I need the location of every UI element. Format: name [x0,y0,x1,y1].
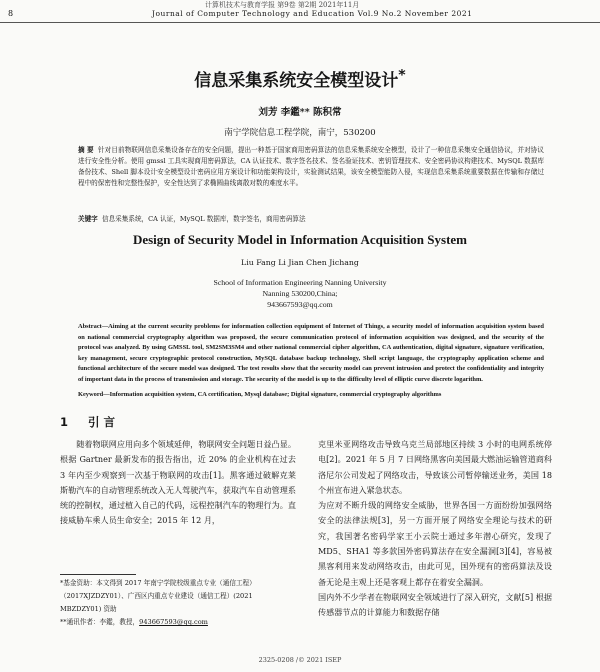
contact-footnote [60,616,296,629]
english-abstract-text: Aiming at the current security problems for information collection equipment of Internet of Things, a security model of information acquisition system based on national commercial cryptography algorithm was proposed, the secure communication protocol of information acquisition was designed, and the security of the protocol was analyzed. By using GMSSL tool, SM2SM3SM4 and other national commercial cipher algorithm, CA authentication, digital signature, signature verification, key management, secure cryptographic protocol construction, MySQL database backup technology, Shell script language, the cryptography application scheme and functional architecture of the secure model was designed. The test results show that the security model can prevent intrusion and protect the confidentiality and integrity of important data in the process of transmission and storage. The security of the model is up to the difficulty level of elliptic curve discrete logarithm. [78,323,544,383]
chinese-keywords-text: 信息采集系统，CA 认证，MySQL 数据库，数字签名，商用密码算法 [101,215,306,223]
affiliation-line: School of Information Engineering Nanning University [213,278,387,287]
english-keywords-text: Information acquisition system, CA certification, Mysql database; Digital signature, commercial cryptography algorithms [109,391,442,398]
english-keywords [78,390,544,401]
contact-label: **通讯作者：李鑑，教授， [60,618,140,626]
english-keywords-label: Keyword— [78,391,110,398]
affiliation-line: Nanning 530200,China; [262,289,338,298]
section-number: 1 [60,415,69,429]
footnote-rule [60,574,136,575]
footnotes [60,577,296,629]
chinese-abstract-text: 针对目前物联网信息采集设备存在的安全问题，提出一种基于国家商用密码算法的信息采集系统安全模型，设计了一种信息采集安全通信协议，并对协议进行安全性分析。使用 gmssl 工具实现商用密码算法，CA 认证技术、数字签名技术、签名验证技术、密钥管理技术、安全密码协议构建技术、MySQL 数据库备份技术、Shell 脚本设计安全模型设计密码应用方案设计和功能架构设计，实验测试结果，该安全模型能防入侵，实现信息采集系统重要数据在传输和存储过程中的保密性和完整性保护，安全性达到了求椭圆曲线离散对数的难度水平。 [78,146,545,187]
chinese-title-text: 信息采集系统安全模型设计 [194,71,399,91]
english-affiliation [0,277,600,310]
page-number: 8 [8,9,14,18]
page-footer: 2325-0208 /© 2021 ISEP [258,656,342,664]
chinese-keywords [78,214,544,225]
english-abstract [78,322,544,385]
chinese-abstract-label: 摘 要 [78,146,94,154]
chinese-authors: 刘芳 李鑑** 陈积常 [258,107,342,118]
affiliation-email: 943667593@qq.com [267,300,333,309]
body-right-column: 克里米亚网络攻击导致乌克兰局部地区持续 3 小时的电网系统停电[2]。2021 年 5 月 7 日网络黑客向美国最大燃油运输管道商科洛尼尔公司发起了网络攻击，导致该公司暂停输送业务，美国 18 个州宣布进入紧急状态。 为应对不断升级的网络安全威胁，世界各国一方面纷纷加强网络安全的法律法规[3]，另一方面开展了网络安全理论与技术的研究，我国著名密码学家王小云院士通过多年潜心研究，发现了 MD5、SHA1 等多款国外密码算法存在安全漏洞[3][4]，容易被黑客利用来发动网络攻击，由此可见，国外现有的密码算法及设备无论是主观上还是客观上都存在着安全漏洞。 国内外不少学者在物联网安全领域进行了深入研究，文献[5] 根据传感器节点的计算能力和数据存储 [318,439,552,618]
fund-footnote: *基金资助：本文得到 2017 年南宁学院校级重点专业（通信工程）（2017XJZDZY01）、广西区内重点专业建设（通信工程）(2021 MBZDZY01) 资助 [60,579,256,613]
body-left-column: 随着物联网应用向多个领域延伸，物联网安全问题日益凸显。根据 Gartner 最新发布的报告指出，近 20% 的企业机构在过去 3 年内至少观察到一次基于物联网的攻击[1]。黑客通过破解克莱斯勒汽车的自动管理系统改入无人驾驶汽车，获取汽车自动管理系统的控制权，通过植入自己的代码，远程控制汽车的物理行为。直接威胁车乘人员生命安全；2015 年 12 月， [60,439,296,526]
chinese-affiliation: 南宁学院信息工程学院，南宁，530200 [224,128,376,138]
header-chinese-line: 计算机技术与教育学报 第9卷 第2期 2021年11月 [205,1,360,9]
title-footnote-mark: * [398,67,406,84]
english-title: Design of Security Model in Information Acquisition System [132,232,468,247]
contact-email-link[interactable]: 943667593@qq.com [139,618,208,626]
english-abstract-label: Abstract— [78,323,109,330]
journal-name: Journal of Computer Technology and Education Vol.9 No.2 November 2021 [152,9,473,18]
chinese-title [0,66,600,91]
section-heading [60,414,115,430]
chinese-abstract [78,145,544,189]
chinese-keywords-label: 关键字 [78,215,98,223]
section-title: 引 言 [88,415,116,429]
english-authors: Liu Fang Li Jian Chen Jichang [241,258,359,267]
